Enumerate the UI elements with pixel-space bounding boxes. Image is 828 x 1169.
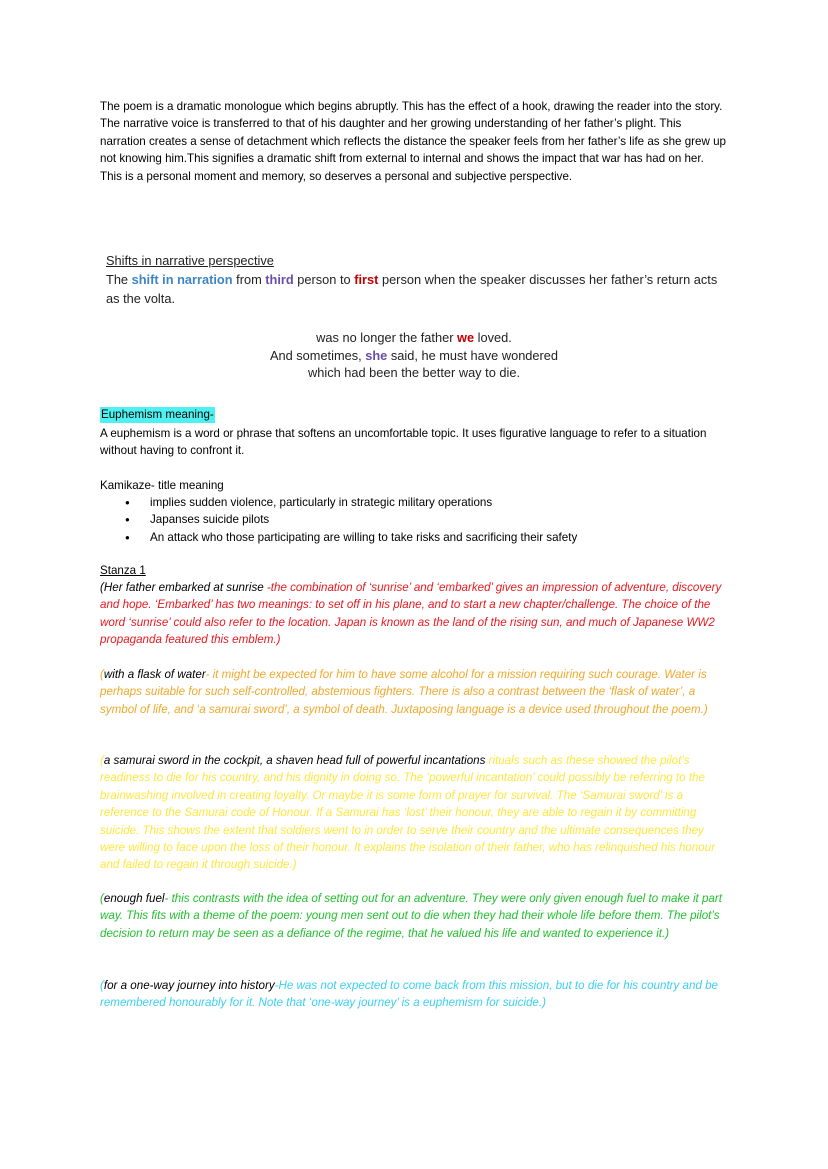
annotation-comment: rituals such as these showed the pilot’s readiness to die for his country, and his dignity in doing so. The ‘powerful incantation’ could possibly be referring to the brainwashing involved in creating loyalty. Or maybe it is some form of prayer for survival. The ‘Samurai sword’ is a reference to the Samurai code of Honour. If a Samurai has ‘lost’ their honour, they are able to regain it by committing suicide. This shows the extent that soldiers went to in order to serve their country and the ultimate consequences they were willing to face upon the loss of their honour. It explains the isolation of their father, who has relinquished his honour and failed to regain it through suicide.) xyxy=(100,754,716,872)
annotation-comment: -He was not expected to come back from this mission, but to die for his country and be remembered honourably for it. Note that ‘one-way journey’ is a euphemism for suicide.) xyxy=(100,979,719,1010)
open-paren: ( xyxy=(100,668,104,681)
shift-in-narration-highlight: shift in narration xyxy=(131,272,233,287)
stanza-heading: Stanza 1 xyxy=(100,564,146,577)
shifts-box xyxy=(106,251,726,308)
poem-quote-text: Her father embarked at sunrise xyxy=(103,581,264,594)
we-highlight: we xyxy=(457,330,475,345)
she-highlight: she xyxy=(365,347,388,363)
poem-text: was no longer the father xyxy=(316,330,458,345)
annotation-comment: -the combination of ‘sunrise’ and ‘embarked’ gives an impression of adventure, discovery and hope. ‘Embarked’ has two meanings: to set off in his plane, and to start a new chapter/challenge. The choice of the word ‘sunrise’ could also refer to the location. Japan is known as the land of the rising sun, and much of Japanese WW2 propaganda featured this emblem.) xyxy=(100,581,722,647)
open-paren: ( xyxy=(100,581,104,594)
list-item: ● An attack who those participating are willing to take risks and sacrificing their safety xyxy=(120,529,577,546)
poem-line: which had been the better way to die. xyxy=(308,365,520,380)
intro-paragraph: The poem is a dramatic monologue which begins abruptly. This has the effect of a hook, drawing the reader into the story. The narrative voice is transferred to that of his daughter and her growing understanding of her father’s plight. This narration creates a sense of detachment which reflects the distance the speaker feels from her father’s life as she grew up not knowing him.This signifies a dramatic shift from external to internal and shows the impact that war has had on her. This is a personal moment and memory, so deserves a personal and subjective perspective. xyxy=(100,100,726,183)
euphemism-definition: A euphemism is a word or phrase that softens an uncomfortable topic. It uses figurative language to refer to a situation without having to confront it. xyxy=(100,427,707,458)
poem-quote-text: enough fuel xyxy=(103,892,165,905)
stanza-annotation xyxy=(100,579,730,649)
shifts-heading: Shifts in narrative perspective xyxy=(106,253,274,268)
annotation-comment: - this contrasts with the idea of setting out for an adventure. They were only given enough fuel to make it part way. This fits with a theme of the poem: young men sent out to die when they had their whole life before them. The pilot’s decision to return may be seen as a defiance of the regime, that he valued his life and wanted to experience it.) xyxy=(100,892,722,940)
stanza-annotation xyxy=(100,752,730,874)
poem-text: said, he must have wondered xyxy=(387,347,559,363)
open-paren: ( xyxy=(100,754,104,767)
list-item: ● Japanses suicide pilots xyxy=(120,511,577,528)
third-highlight: third xyxy=(265,272,294,287)
poem-quote-text: for a one-way journey into history xyxy=(103,979,275,992)
poem-line xyxy=(100,347,728,365)
shifts-text: person when the speaker discusses her father’s return acts as the volta. xyxy=(106,272,718,306)
euphemism-heading: Euphemism meaning- xyxy=(101,408,214,421)
list-item: ● implies sudden violence, particularly in strategic military operations xyxy=(120,494,577,511)
open-paren: ( xyxy=(100,979,104,992)
poem-quote-text: a samurai sword in the cockpit, a shaven head full of powerful incantations xyxy=(103,754,486,767)
kamikaze-heading: Kamikaze- title meaning xyxy=(100,479,224,492)
poem-quote xyxy=(100,329,728,382)
poem-text: And sometimes, xyxy=(269,347,366,363)
shifts-text: The xyxy=(106,272,132,287)
shifts-text: from xyxy=(232,272,266,287)
stanza-annotation xyxy=(100,666,730,718)
kamikaze-bullet-list xyxy=(120,494,577,546)
open-paren: ( xyxy=(100,892,104,905)
poem-quote-text: with a flask of water xyxy=(103,668,206,681)
stanza-annotation xyxy=(100,890,730,942)
first-highlight: first xyxy=(354,272,379,287)
poem-text: loved. xyxy=(474,330,512,345)
annotation-comment: - it might be expected for him to have some alcohol for a mission requiring such courage. Water is perhaps suitable for such self-controlled, abstemious fighters. There is also a contrast between the ‘flask of water’, a symbol of life, and ‘a samurai sword’, a symbol of death. Juxtaposing language is a device used throughout the poem.) xyxy=(100,668,708,716)
poem-line xyxy=(100,329,728,347)
stanza-annotation xyxy=(100,977,730,1012)
shifts-text: person to xyxy=(293,272,355,287)
